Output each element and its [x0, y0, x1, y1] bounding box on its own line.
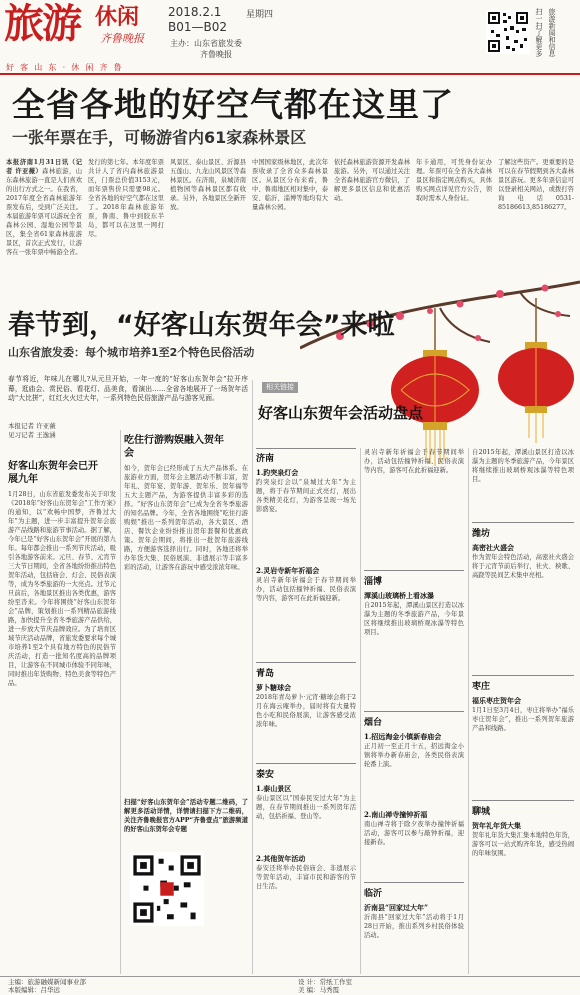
headline1-text: 中国国家级林地区，此次年票收录了全省众多森林景区。从景区分布来看，鲁中、鲁南地区相对集中，泰安、临沂、淄博等地均有大量森林公园。	[252, 159, 328, 211]
headline1-col	[88, 158, 164, 239]
masthead-divider	[0, 73, 580, 75]
sidebar-col-3	[472, 448, 574, 941]
item-text: 泰山景区以“国泰民安过大年”为主题，在春节期间推出一系列贺年活动，包括祈福、登山等。	[256, 795, 356, 820]
city-rule	[364, 570, 464, 571]
item-text: 正月初一至正月十五，招远淘金小镇将举办新春庙会，各类民俗表演轮番上演。	[364, 743, 464, 768]
headline1-text: 依托森林旅游资源开发森林旅游。另外，可以通过关注全省森林旅游官方微信，了解更多景区信息和优惠活动。	[334, 159, 410, 202]
city-rule	[472, 522, 574, 523]
sidebar-col-1	[256, 448, 356, 910]
item-title: 1.趵突泉灯会	[256, 468, 299, 477]
logo-main: 旅游	[4, 1, 80, 47]
issue-weekday: 星期四	[246, 10, 274, 20]
city-name: 潍坊	[472, 529, 491, 539]
item-text: 自2015年起，潭溪山景区打造以冰瀑为主题的冬季旅游产品，今年景区将继续推出玻璃桥观冰瀑等特色项目。	[472, 449, 574, 483]
promo-qr-code-icon	[130, 852, 204, 926]
city-rule	[472, 675, 574, 676]
slogan: 好 客 山 东 · 休 闲 齐 鲁	[6, 63, 124, 72]
footer-design: 设 计：常纸工作室	[298, 978, 353, 986]
item-title: 萝卜糖球会	[256, 683, 291, 692]
column-divider	[360, 448, 361, 974]
headline2-lead: 春节将近，年味儿在哪儿?从元旦开始，一年一度的“好客山东贺年会”拉开序幕，逛庙会、赏民俗、看花灯、品美食，看演出……全省各地展开了一场贺年活动“大比拼”，红红火火过大年，一系列特色民俗旅游产品与游客见面。	[8, 375, 248, 402]
city-name: 泰安	[256, 770, 275, 780]
item-title: 2.南山禅寺撞钟祈福	[364, 810, 428, 819]
city-name: 济南	[256, 454, 275, 464]
item-title: 潭溪山玻璃桥上看冰瀑	[364, 591, 434, 600]
headline1-text: 森林旅游，山东森林旅游一直是人们喜欢的出行方式之一。在我省，2017年度全省森林旅游年票发布后，受到广泛关注。本届旅游年票可以游玩全省森林公园、湿地公园等景区，集全省61家森林旅游景区，首次正式发行，让游客在一张年票中畅游全省。	[6, 168, 82, 256]
headline1-title: 全省各地的好空气都在这里了	[12, 85, 454, 124]
co-organizer: 齐鲁晚报	[200, 50, 232, 59]
city-rule	[256, 662, 356, 663]
city-rule	[256, 763, 356, 764]
item-text: 沂南县“回家过大年”活动将于1月28日开始，推出系列乡村民俗体验活动。	[364, 914, 464, 939]
mid-story-promo: 扫描“好客山东贺年会”活动专题二维码，了解更多活动详情，详情请扫描下方二维码，关注齐鲁晚报官方APP“齐鲁壹点”旅游频道的好客山东贺年会专题	[124, 799, 248, 833]
item-title: 沂南县“回家过大年”	[364, 903, 429, 912]
item-text: 2018年青岛萝卜·元宵·糖球会将于2月在海云庵举办，届时将有大量特色小吃和民俗展演，让游客感受浓浓年味。	[256, 694, 356, 728]
headline1-text: 风景区、泰山景区、沂源县五莲山、九龙山风景区等森林景区。在济南，泉城济南植物园等森林景区都有收录。另外，各地景区全新开放。	[170, 159, 246, 211]
city-name: 临沂	[364, 889, 383, 899]
promo-qr-code	[130, 852, 204, 926]
item-title: 福乐枣庄贺年会	[472, 696, 521, 705]
column-divider	[252, 380, 253, 974]
mid-story-title: 吃住行游购娱融入贺年会	[124, 435, 224, 459]
logo-brand: 齐鲁晚报	[100, 32, 144, 45]
city-rule	[364, 882, 464, 883]
sidebar-title: 好客山东贺年会活动盘点	[258, 404, 424, 422]
item-text: 贺年礼年货大集汇集本地特色年货，游客可以一站式购齐年货，感受热闹的年味氛围。	[472, 832, 574, 857]
qr-caption	[533, 8, 543, 68]
sidebar-tag: 相关链接	[262, 382, 298, 393]
item-text: 灵岩寺新年祈福会于春节期间举办，活动包括撞钟祈福、民俗表演等内容，游客可在此祈福迎新。	[256, 577, 356, 602]
footer-divider	[0, 976, 580, 977]
headline2-subtitle: 山东省旅发委：每个城市培养1至2个特色民俗活动	[8, 346, 255, 359]
item-title: 2.灵岩寺新年祈福会	[256, 566, 320, 575]
mid-story-body: 如今，贺年会已经形成了五大产品体系。在旅游业方面，贺年会主题活动不断丰富，贺年礼、贺年宴、贺年游、贺年乐、贺年福等五大主题产品，为游客提供丰富多彩的选择。“好客山东贺年会”已成为全省冬季旅游的知名品牌。今年，全省各地围绕“吃住行游购娱”推出一系列贺年活动，各大景区、酒店、餐饮企业纷纷推出贺年套餐和优惠政策。贺年会期间，将推出一批贺年旅游线路，方便游客选择出行。同时，各地还将举办年货大集、民俗展演、非遗展示等丰富多彩的活动，让游客在游玩中感受浓浓年味。	[124, 465, 248, 571]
city-rule	[256, 448, 356, 449]
headline1-subtitle: 一张年票在手，可畅游省内61家森林景区	[12, 128, 307, 147]
city-name: 烟台	[364, 718, 383, 728]
city-rule	[364, 711, 464, 712]
headline1-text: 发行的第七年。本年度年票共计人了省内森林旅游景区，门票总价值3153元，而年票售价只需要98元。全省各地的好空气都在这里了。2018年森林旅游年票，鲁南、鲁中到胶东半岛，都可以在这里一网打尽。	[88, 159, 164, 238]
headline1-col	[416, 158, 492, 203]
item-title: 2.其他贺年活动	[256, 854, 306, 863]
item-title: 高密社火盛会	[472, 543, 514, 552]
left-story-body: 1月28日，山东省旅发委发布关于印发《2018年“好客山东贺年会”工作方案》的通知，以“欢畅中国梦，齐鲁过大年”为主题，进一步丰富提升贺年会旅游产品线路和旅游节事活动。据了解，今年已是“好客山东贺年会”开展的第九年。每年都会推出一系列节庆活动，吸引各地游客前来。元旦、春节、元宵节三大节日期间，全省各地纷纷推出特色贺年活动，包括庙会、灯会、民俗表演等，成为冬季旅游的一大亮点。过节元旦前后，各地景区推出各类优惠，游客纷至沓来。今年将围绕“好客山东贺年会”品牌，策划推出一系列精品旅游线路，加快提升全省冬季旅游产品供给，进一步放大节庆品牌效应。为了培育区域节庆活动品牌，省旅发委要求每个城市培养1至2个具有地方特色的民俗节庆活动，打造一批知名度高的品牌项目，让游客在不同城市体验不同年味，同时推出年货购物、特色美食等特色产品。	[8, 491, 116, 687]
organizer: 主办：山东省旅发委	[170, 39, 242, 48]
headline1-body	[6, 158, 574, 280]
item-text: 1月1日至3月4日，枣庄将举办“福乐枣庄贺年会”，推出一系列贺年旅游产品和线路。	[472, 707, 574, 732]
issue-date: 2018.2.1	[168, 5, 222, 19]
headline2-title: 春节到，“好客山东贺年会”来啦	[8, 310, 395, 341]
item-text: 泰安还将举办民俗庙会、非遗展示等贺年活动，丰富市民和游客的节日生活。	[256, 865, 356, 890]
headline1-col	[170, 158, 246, 212]
footer-design2: 美 编：马秀霞	[298, 986, 340, 994]
city-name: 青岛	[256, 669, 275, 679]
item-title: 1.泰山景区	[256, 784, 292, 793]
headline1-col	[334, 158, 410, 203]
qr-caption-2	[546, 8, 556, 68]
reporter: 本报记者 许亚薇	[8, 422, 56, 430]
city-name: 淄博	[364, 577, 383, 587]
headline1-col	[498, 158, 574, 212]
item-text: 趵突泉灯会以“泉城过大年”为主题，将于春节期间正式亮灯，展出各类精美花灯，为游客呈现一场光影盛宴。	[256, 479, 356, 513]
logo-sub: 休闲	[95, 5, 140, 30]
column-divider	[468, 448, 469, 974]
intern-reporter: 见习记者 王逸涵	[8, 431, 56, 439]
reporter-line	[8, 422, 56, 440]
qr-caption-line2: 旅游新闻和信息	[548, 8, 556, 57]
sidebar-col-2	[364, 448, 464, 949]
item-text: 自2015年起，潭溪山景区打造以冰瀑为主题的冬季旅游产品，今年景区将继续推出玻璃桥观冰瀑等特色项目。	[364, 602, 464, 636]
footer-editor2: 本版编辑：吕华远	[8, 986, 60, 994]
headline1-byline: 本报济南1月31日讯（记者 许亚薇）	[6, 159, 82, 175]
qr-code-icon	[486, 10, 530, 54]
headline1-text: 年卡通用，可凭身份证办理。年票可在全省各大森林景区和指定网点购买，具体购买网点详见官方公告，领取时需本人身份证。	[416, 159, 492, 202]
headline1-col	[252, 158, 328, 212]
qr-caption-line1: 扫一扫了解更多	[535, 8, 543, 57]
item-text: 南山禅寺将于除夕夜举办撞钟祈福活动，游客可以参与敲钟祈福，迎接新春。	[364, 821, 464, 846]
column-divider	[120, 430, 121, 974]
city-name: 枣庄	[472, 682, 491, 692]
footer-editor: 主编：旅游融媒新闻事业部	[8, 978, 86, 986]
item-title: 1.招远淘金小镇新春庙会	[364, 732, 442, 741]
item-text: 灵岩寺新年祈福会于春节期间举办，活动包括撞钟祈福、民俗表演等内容，游客可在此祈福迎新。	[364, 449, 464, 474]
masthead	[0, 0, 580, 75]
page-number: B01—B02	[168, 20, 228, 34]
footer	[8, 978, 572, 994]
city-rule	[472, 800, 574, 801]
qr-code	[486, 10, 530, 54]
city-name: 聊城	[472, 807, 491, 817]
item-title: 贺年礼年货大集	[472, 821, 521, 830]
headline1-text: 了解这些资产。更重要的是可以在春节假期到各大森林景区游玩。更多年票信息可以登录相关网站，或拨打咨询电话0531-85186613,85186277。	[498, 159, 574, 211]
left-story-title: 好客山东贺年会已开展九年	[8, 461, 98, 485]
item-text: 作为贺年会特色活动，高密社火盛会将于元宵节前后举行，社火、秧歌、高跷等民间艺术集中亮相。	[472, 554, 574, 579]
headline1-col	[6, 158, 82, 257]
